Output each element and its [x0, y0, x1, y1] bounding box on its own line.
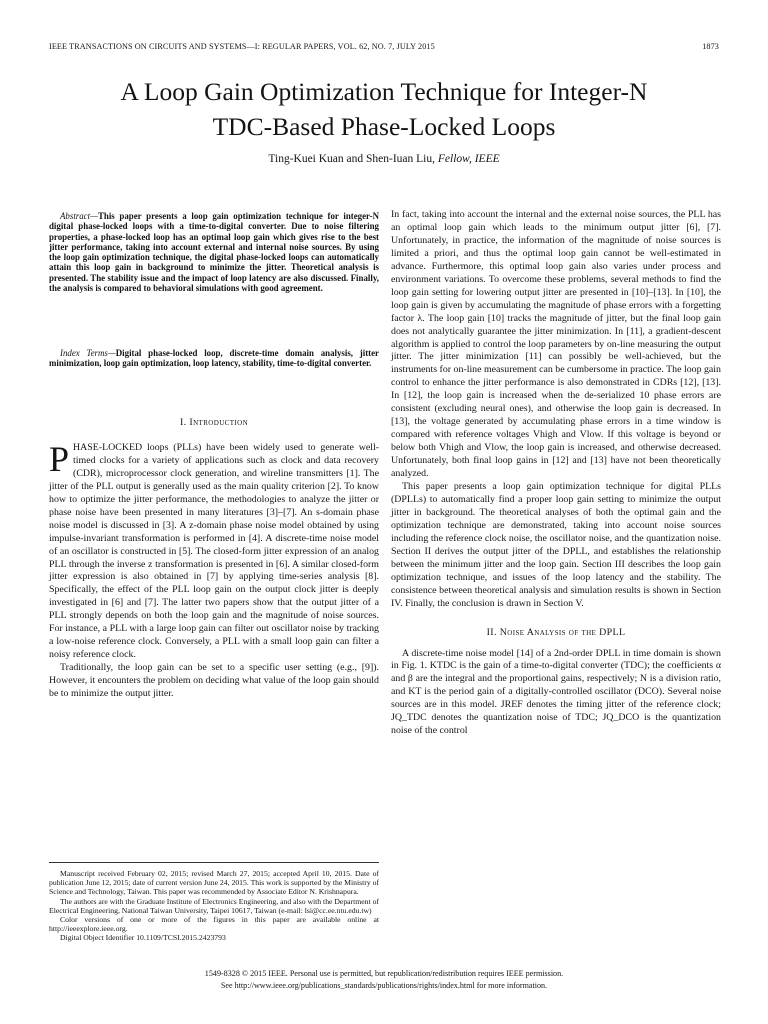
- copyright-notice: [40, 968, 728, 991]
- page-number: 1873: [702, 42, 719, 51]
- drop-cap: P: [49, 438, 70, 479]
- author-line: [40, 153, 728, 165]
- intro-paragraph-4: This paper presents a loop gain optimization technique for digital PLLs (DPLLs) to automatically find a proper loop gain setting to minimize the output jitter in background. The theoretical analyses of both the optimal gain and the optimization technique are demonstrated, taking into account noise sources including the reference clock noise, the oscillator noise, and the quantization noise. Section II derives the output jitter of the DPLL, and establishes the relationship between the minimum jitter and the loop gain. Section III describes the loop gain optimization technique, and issues of the loop latency and the stability. The consistence between theoretical analysis and simulation results is shown in Section IV. Finally, the conclusion is drawn in Section V.: [391, 481, 721, 609]
- footnote-color-versions: Color versions of one or more of the figures in this paper are available online at http://ieeexplore.ieee.org.: [49, 915, 379, 934]
- section-number: II.: [486, 626, 500, 638]
- footnote-doi: Digital Object Identifier 10.1109/TCSI.2015.2423793: [60, 933, 226, 943]
- author-names: Ting-Kuei Kuan and Shen-Iuan Liu,: [268, 153, 438, 165]
- intro-paragraph-2: Traditionally, the loop gain can be set to a specific user setting (e.g., [9]). However, it encounters the problem on deciding what value of the loop gain should be to minimize the output jitter.: [49, 662, 379, 700]
- title-line-1: A Loop Gain Optimization Technique for Integer-N: [120, 77, 648, 106]
- index-terms: [49, 348, 379, 369]
- copyright-line-1: 1549-8328 © 2015 IEEE. Personal use is permitted, but republication/redistribution requires IEEE permission.: [204, 969, 564, 978]
- intro-paragraph-3: In fact, taking into account the internal and the external noise sources, the PLL has an optimal loop gain which leads to the minimum output jitter [6], [7]. Unfortunately, in practice, the information of the magnitude of noise sources is limited a priori, and thus the optimal loop gain cannot be well-estimated in advance. Furthermore, this optimal loop gain also varies under process and environment variations. To overcome these problems, several methods to find the loop gain setting for lowering output jitter are presented in [10]–[13]. In [10], the loop gain is given by accumulating the magnitude of phase errors with a forgetting factor λ. The loop gain [10] tracks the magnitude of jitter, but the final loop gain does not analytically guarantee the jitter minimization. In [11], a gradient-descent algorithm is applied to control the loop parameters by on-line measuring the output jitter. The jitter minimization [11] can possibly be well-achieved, but the instruments for on-line measurement can be cumbersome in practice. The loop gain control to enhance the jitter performance is also demonstrated in CDRs [12], [13]. In [12], the loop gain is increased when the de-serialized 10 phase errors are consistent (excluding neural ones), and otherwise the loop gain is decreased. In [13], the voltage generated by accumulating phase errors in a time window is compared with reference voltages Vhigh and Vlow. If this voltage is beyond or below both Vhigh and Vlow, the loop gain is increased, and otherwise decreased. Unfortunately, both final loop gains in [12] and [13] have not been theoretically analyzed.: [391, 209, 721, 480]
- noise-paragraph-1: A discrete-time noise model [14] of a 2nd-order DPLL in time domain is shown in Fig. 1. KTDC is the gain of a time-to-digital converter (TDC); the coefficients α and β are the integral and the proportional gains, respectively; N is a division ratio, and KT is the period gain of a digitally-controlled oscillator (DCO). Several noise sources are in this model. JREF denotes the timing jitter of the reference clock; JQ_TDC denotes the quantization noise of TDC; JQ_DCO is the quantization noise of the control: [391, 647, 721, 737]
- footnote-rule: [49, 862, 379, 863]
- copyright-line-2: See http://www.ieee.org/publications_standards/publications/rights/index.html for more information.: [220, 980, 548, 990]
- title-line-2: TDC-Based Phase-Locked Loops: [212, 112, 556, 141]
- journal-name: IEEE TRANSACTIONS ON CIRCUITS AND SYSTEMS—I: REGULAR PAPERS, VOL. 62, NO. 7, JULY 2015: [49, 42, 435, 51]
- right-column: [391, 209, 721, 738]
- abstract: [49, 211, 379, 293]
- index-terms-text: Digital phase-locked loop, discrete-time domain analysis, jitter minimization, loop gain optimization, loop latency, stability, time-to-digital converter.: [49, 348, 379, 369]
- section-title: Introduction: [189, 417, 249, 428]
- index-terms-lead: Index Terms—: [60, 348, 116, 358]
- abstract-text: This paper presents a loop gain optimization technique for integer-N digital phase-locked loops with a time-to-digital converter. Due to noise filtering properties, a phase-locked loop has an optimal loop gain which gives rise to the best jitter performance, taking into account external and internal noise sources. By using the loop gain optimization technique, the digital phase-locked loops can automatically attain this loop gain in background to minimize the jitter. Theoretical analysis is presented. The stability issue and the impact of loop latency are also discussed. Finally, the analysis is compared to behavioral simulations with good agreement.: [49, 211, 379, 294]
- section-number: I.: [179, 417, 190, 428]
- footnote-manuscript: Manuscript received February 02, 2015; revised March 27, 2015; accepted April 10, 2015. Date of publication June 12, 2015; date of current version June 24, 2015. This work is supported by the Ministry of Science and Technology, Taiwan. This paper was recommended by Associate Editor N. Krishnapura.: [49, 869, 379, 897]
- section-heading-introduction: [49, 417, 379, 430]
- paper-title: [20, 74, 748, 144]
- section-heading-noise-analysis: [391, 627, 721, 640]
- left-column: [49, 417, 379, 701]
- section-title: Noise Analysis of the DPLL: [499, 626, 626, 638]
- abstract-lead: Abstract—: [60, 211, 98, 221]
- author-fellow: Fellow, IEEE: [437, 153, 500, 165]
- intro-paragraph-1: [49, 438, 379, 662]
- footnotes: [49, 862, 379, 943]
- footnote-affiliation: The authors are with the Graduate Institute of Electronics Engineering, and also with the Department of Electrical Engineering, National Taiwan University, Taipei 10617, Taiwan (e-mail: lsi@cc.ee.ntu.edu.tw): [49, 896, 379, 915]
- intro-paragraph-1-text: HASE-LOCKED loops (PLLs) have been widely used to generate well-timed clocks for a variety of applications such as clock and data recovery (CDR), microprocessor clock generation, and wireline transmitters [1]. The jitter of the PLL output is generally used as the main quality criterion [2]. To know how to optimize the jitter performance, the methodologies to analyze the jitter or phase noise have been presented in many literatures [3]–[7]. An s-domain phase noise model is discussed in [3]. A z-domain phase noise model obtained by using impulse-invariant transformation is performed in [4]. A discrete-time noise model of an oscillator is constructed in [5]. The closed-form jitter expression of an analog PLL through the inverse z transformation is presented in [6]. A similar closed-form jitter expression is also obtained in [7] by applying time-series analysis [8]. Specifically, the effect of the PLL loop gain on the output clock jitter is deeply investigated in [6] and [7]. The latter two papers show that the output jitter of a PLL strongly depends on both the loop gain and the magnitude of noise sources. For instance, a PLL with a large loop gain can filter out oscillator noise by tracking a low-noise reference clock. Conversely, a PLL with a small loop gain can filter a noisy reference clock.: [49, 441, 379, 661]
